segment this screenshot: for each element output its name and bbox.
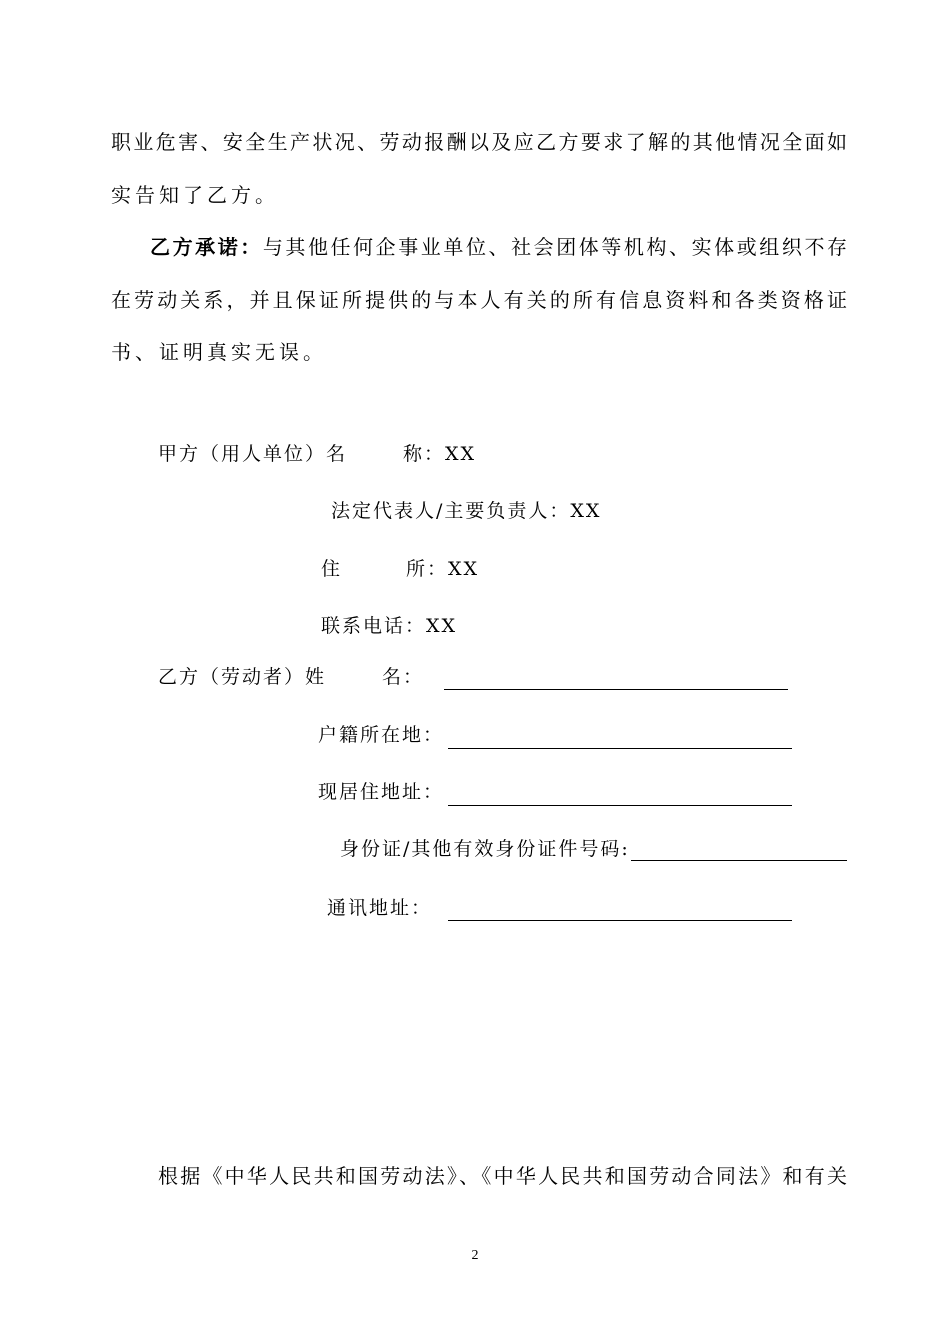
party-a-addr-label-2: 所：XX [406,558,480,580]
paragraph-2-line-3: 书、证明真实无误。 [111,340,327,364]
page-number: 2 [471,1248,479,1263]
party-a-name-label-1: 名 [326,443,348,465]
party-b-residence-blank[interactable] [448,805,792,806]
party-a-representative: 法定代表人/主要负责人：XX [331,500,602,522]
party-b-name-label-1: 姓 [305,666,327,688]
party-b-residence-label: 现居住地址： [318,781,445,803]
party-b-id-blank[interactable] [631,860,847,861]
law-reference-line: 根据《中华人民共和国劳动法》、《中华人民共和国劳动合同法》和有关 [158,1164,847,1188]
commitment-text: 与其他任何企事业单位、社会团体等机构、实体或组织不存 [262,235,848,259]
party-b-prefix: 乙方（劳动者） [158,666,306,688]
party-a-phone: 联系电话：XX [321,615,458,637]
party-b-mail-blank[interactable] [448,920,792,921]
commitment-label: 乙方承诺： [150,235,263,259]
party-a-address-row [321,555,479,583]
party-b-id-label: 身份证/其他有效身份证件号码: [340,838,630,860]
party-a-name-label-2: 称：XX [403,443,477,465]
paragraph-1-line-2: 实告知了乙方。 [111,183,279,207]
party-a-name-row [158,440,476,468]
party-b-name-row [158,663,424,691]
party-b-hukou-blank[interactable] [448,748,792,749]
party-a-prefix: 甲方（用人单位） [158,443,327,465]
party-b-name-label-2: 名： [382,666,425,688]
paragraph-2-line-2: 在劳动关系，并且保证所提供的与本人有关的所有信息资料和各类资格证 [111,288,847,312]
paragraph-2-line-1 [150,233,847,261]
party-b-hukou-label: 户籍所在地： [318,724,445,746]
paragraph-1-line-1: 职业危害、安全生产状况、劳动报酬以及应乙方要求了解的其他情况全面如 [111,130,847,154]
party-b-mail-label: 通讯地址： [327,897,433,919]
party-b-name-blank[interactable] [444,689,788,690]
party-a-addr-label-1: 住 [321,558,343,580]
